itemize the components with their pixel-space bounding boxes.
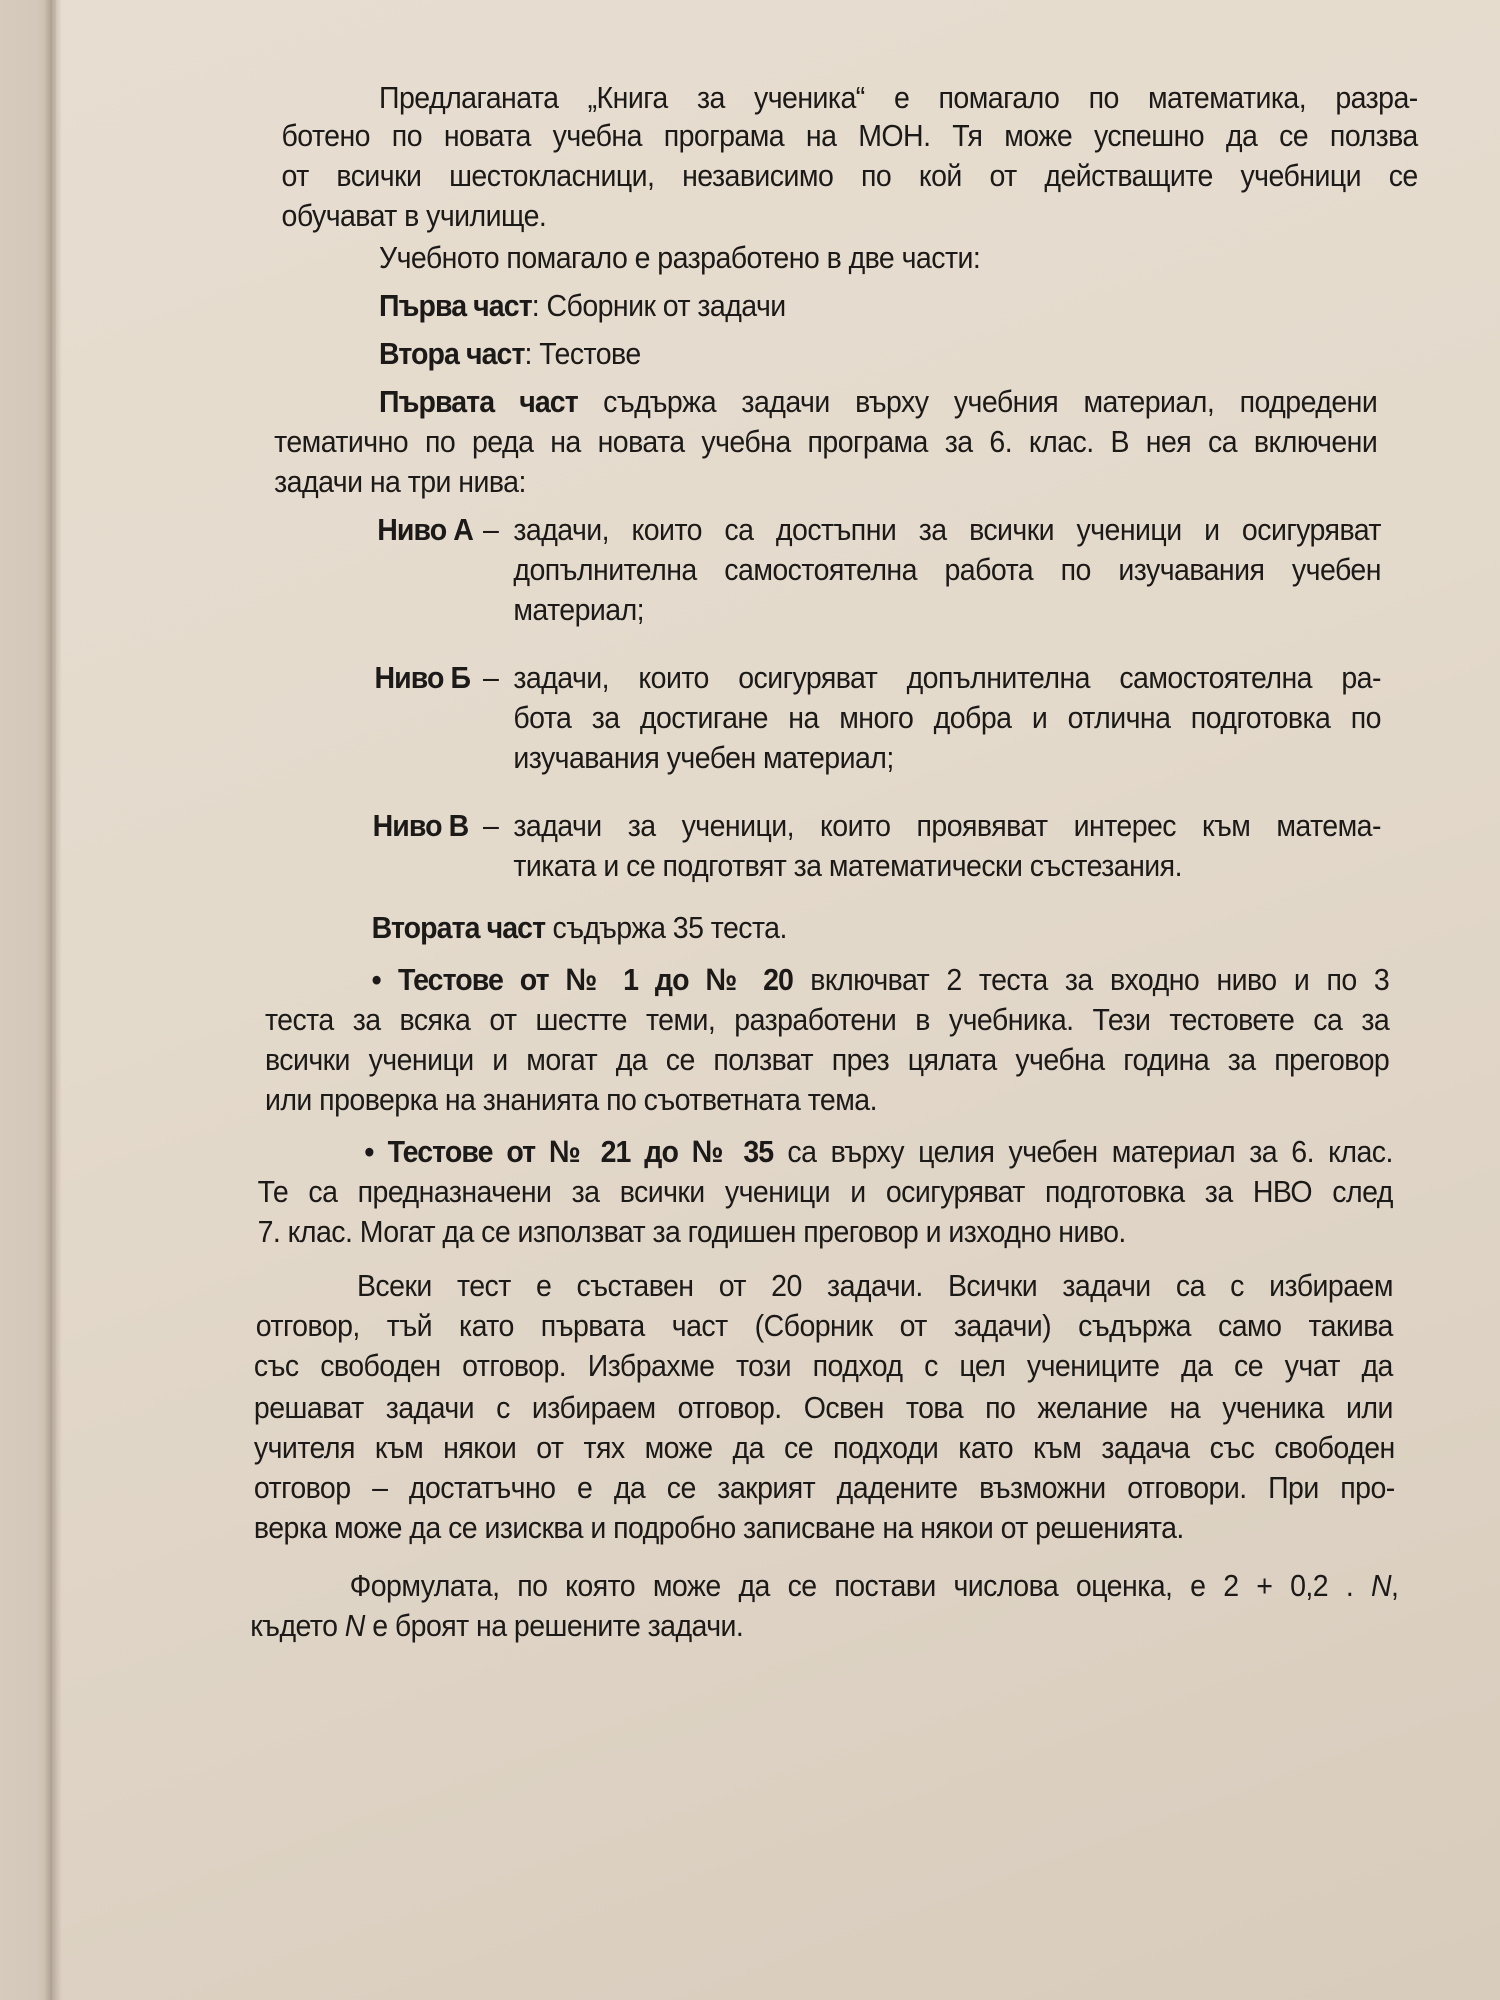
text-line: теста за всяка от шестте теми, разработени в учебника. Тези тестовете са за (264, 1002, 1390, 1037)
first-part-text: съдържа задачи върху учебния материал, подредени (577, 384, 1378, 419)
text-line: изучавания учебен материал; (513, 740, 894, 775)
part-one-text: : Сборник от задачи (531, 288, 786, 323)
formula-explanation (250, 1606, 743, 1646)
level-dash: – (483, 808, 499, 843)
text-line: всички ученици и могат да се ползват през цялата учебна година за преговор (264, 1042, 1390, 1077)
second-part-text: съдържа 35 теста. (545, 910, 787, 945)
text-line: обучават в училище. (281, 198, 547, 233)
text-line: Всеки тест е съставен от 20 задачи. Всички задачи са с избираем (356, 1268, 1393, 1303)
formula-explanation-rest: е броят на решените задачи. (364, 1608, 744, 1643)
formula-end: , (1391, 1568, 1399, 1603)
text-line: със свободен отговор. Избрахме този подход с цел учениците да се учат да (253, 1348, 1393, 1383)
bullet-icon: • (371, 962, 381, 997)
structure-intro: Учебното помагало е разработено в две части: (379, 240, 981, 275)
level-dash: – (483, 660, 499, 695)
level-label: Ниво А (377, 512, 473, 547)
text-line: тиката и се подготвят за математически състезания. (513, 848, 1182, 883)
second-part-label: Втората част (371, 910, 546, 945)
text-line: задачи за ученици, които проявяват интерес към матема- (513, 808, 1381, 843)
text-line: задачи, които са достъпни за всички ученици и осигуряват (513, 512, 1381, 547)
level-label: Ниво Б (374, 660, 471, 695)
level-label: Ниво В (372, 808, 469, 843)
second-part-line (372, 908, 787, 948)
bullet-first-line (372, 960, 1390, 1000)
bullet-text: включват 2 теста за входно ниво и по 3 (792, 962, 1390, 997)
text-line: или проверка на знанията по съответната тема. (264, 1082, 877, 1117)
text-line: от всички шестокласници, независимо по кой от действащите учебници се (281, 158, 1418, 193)
text-line: верка може да се изисква и подробно записване на някои от решенията. (253, 1510, 1184, 1545)
formula-explanation-start: където (250, 1608, 345, 1643)
text-line: Предлаганата „Книга за ученика“ е помагало по математика, разра- (379, 80, 1418, 115)
formula-variable: N (1370, 1568, 1392, 1603)
text-line: бота за достигане на много добра и отлична подготовка по (513, 700, 1381, 735)
text-line: ботено по новата учебна програма на МОН. Тя може успешно да се ползва (281, 118, 1418, 153)
text-line: отговор – достатъчно е да се закрият дадените възможни отговори. При про- (253, 1470, 1395, 1505)
first-part-label: Първата част (379, 384, 578, 419)
part-one-line (379, 286, 786, 326)
part-two-label: Втора част (379, 336, 525, 371)
text-line: отговор, тъй като първата част (Сборник от задачи) съдържа само такива (255, 1308, 1393, 1343)
bullet-label: Тестове от № 21 до № 35 (387, 1134, 774, 1169)
text-line: задачи на три нива: (274, 464, 526, 499)
part-one-label: Първа част (379, 288, 532, 323)
formula-text: Формулата, по която може да се постави числова оценка, е 2 + 0,2 . (349, 1568, 1371, 1603)
formula-line (350, 1566, 1399, 1606)
bullet-text: са върху целия учебен материал за 6. клас. (773, 1134, 1393, 1169)
level-dash: – (483, 512, 499, 547)
text-line: материал; (513, 592, 645, 627)
text-line: решават задачи с избираем отговор. Освен това по желание на ученика или (253, 1390, 1393, 1425)
text-line: тематично по реда на новата учебна програма за 6. клас. В нея са включени (274, 424, 1378, 459)
text-line: задачи, които осигуряват допълнителна самостоятелна ра- (513, 660, 1381, 695)
text-line: учителя към някои от тях може да се подходи като към задача със свободен (253, 1430, 1395, 1465)
part-two-text: : Тестове (524, 336, 641, 371)
text-line: Те са предназначени за всички ученици и осигуряват подготовка за НВО след (257, 1174, 1393, 1209)
text-line: допълнителна самостоятелна работа по изучавания учебен (513, 552, 1381, 587)
text-line: 7. клас. Могат да се използват за годишен преговор и изходно ниво. (257, 1214, 1126, 1249)
bullet-icon: • (364, 1134, 374, 1169)
bullet-label: Тестове от № 1 до № 20 (398, 962, 793, 997)
first-part-line (379, 382, 1377, 422)
formula-variable: N (344, 1608, 365, 1643)
part-two-line (379, 334, 641, 374)
bullet-first-line (364, 1132, 1393, 1172)
